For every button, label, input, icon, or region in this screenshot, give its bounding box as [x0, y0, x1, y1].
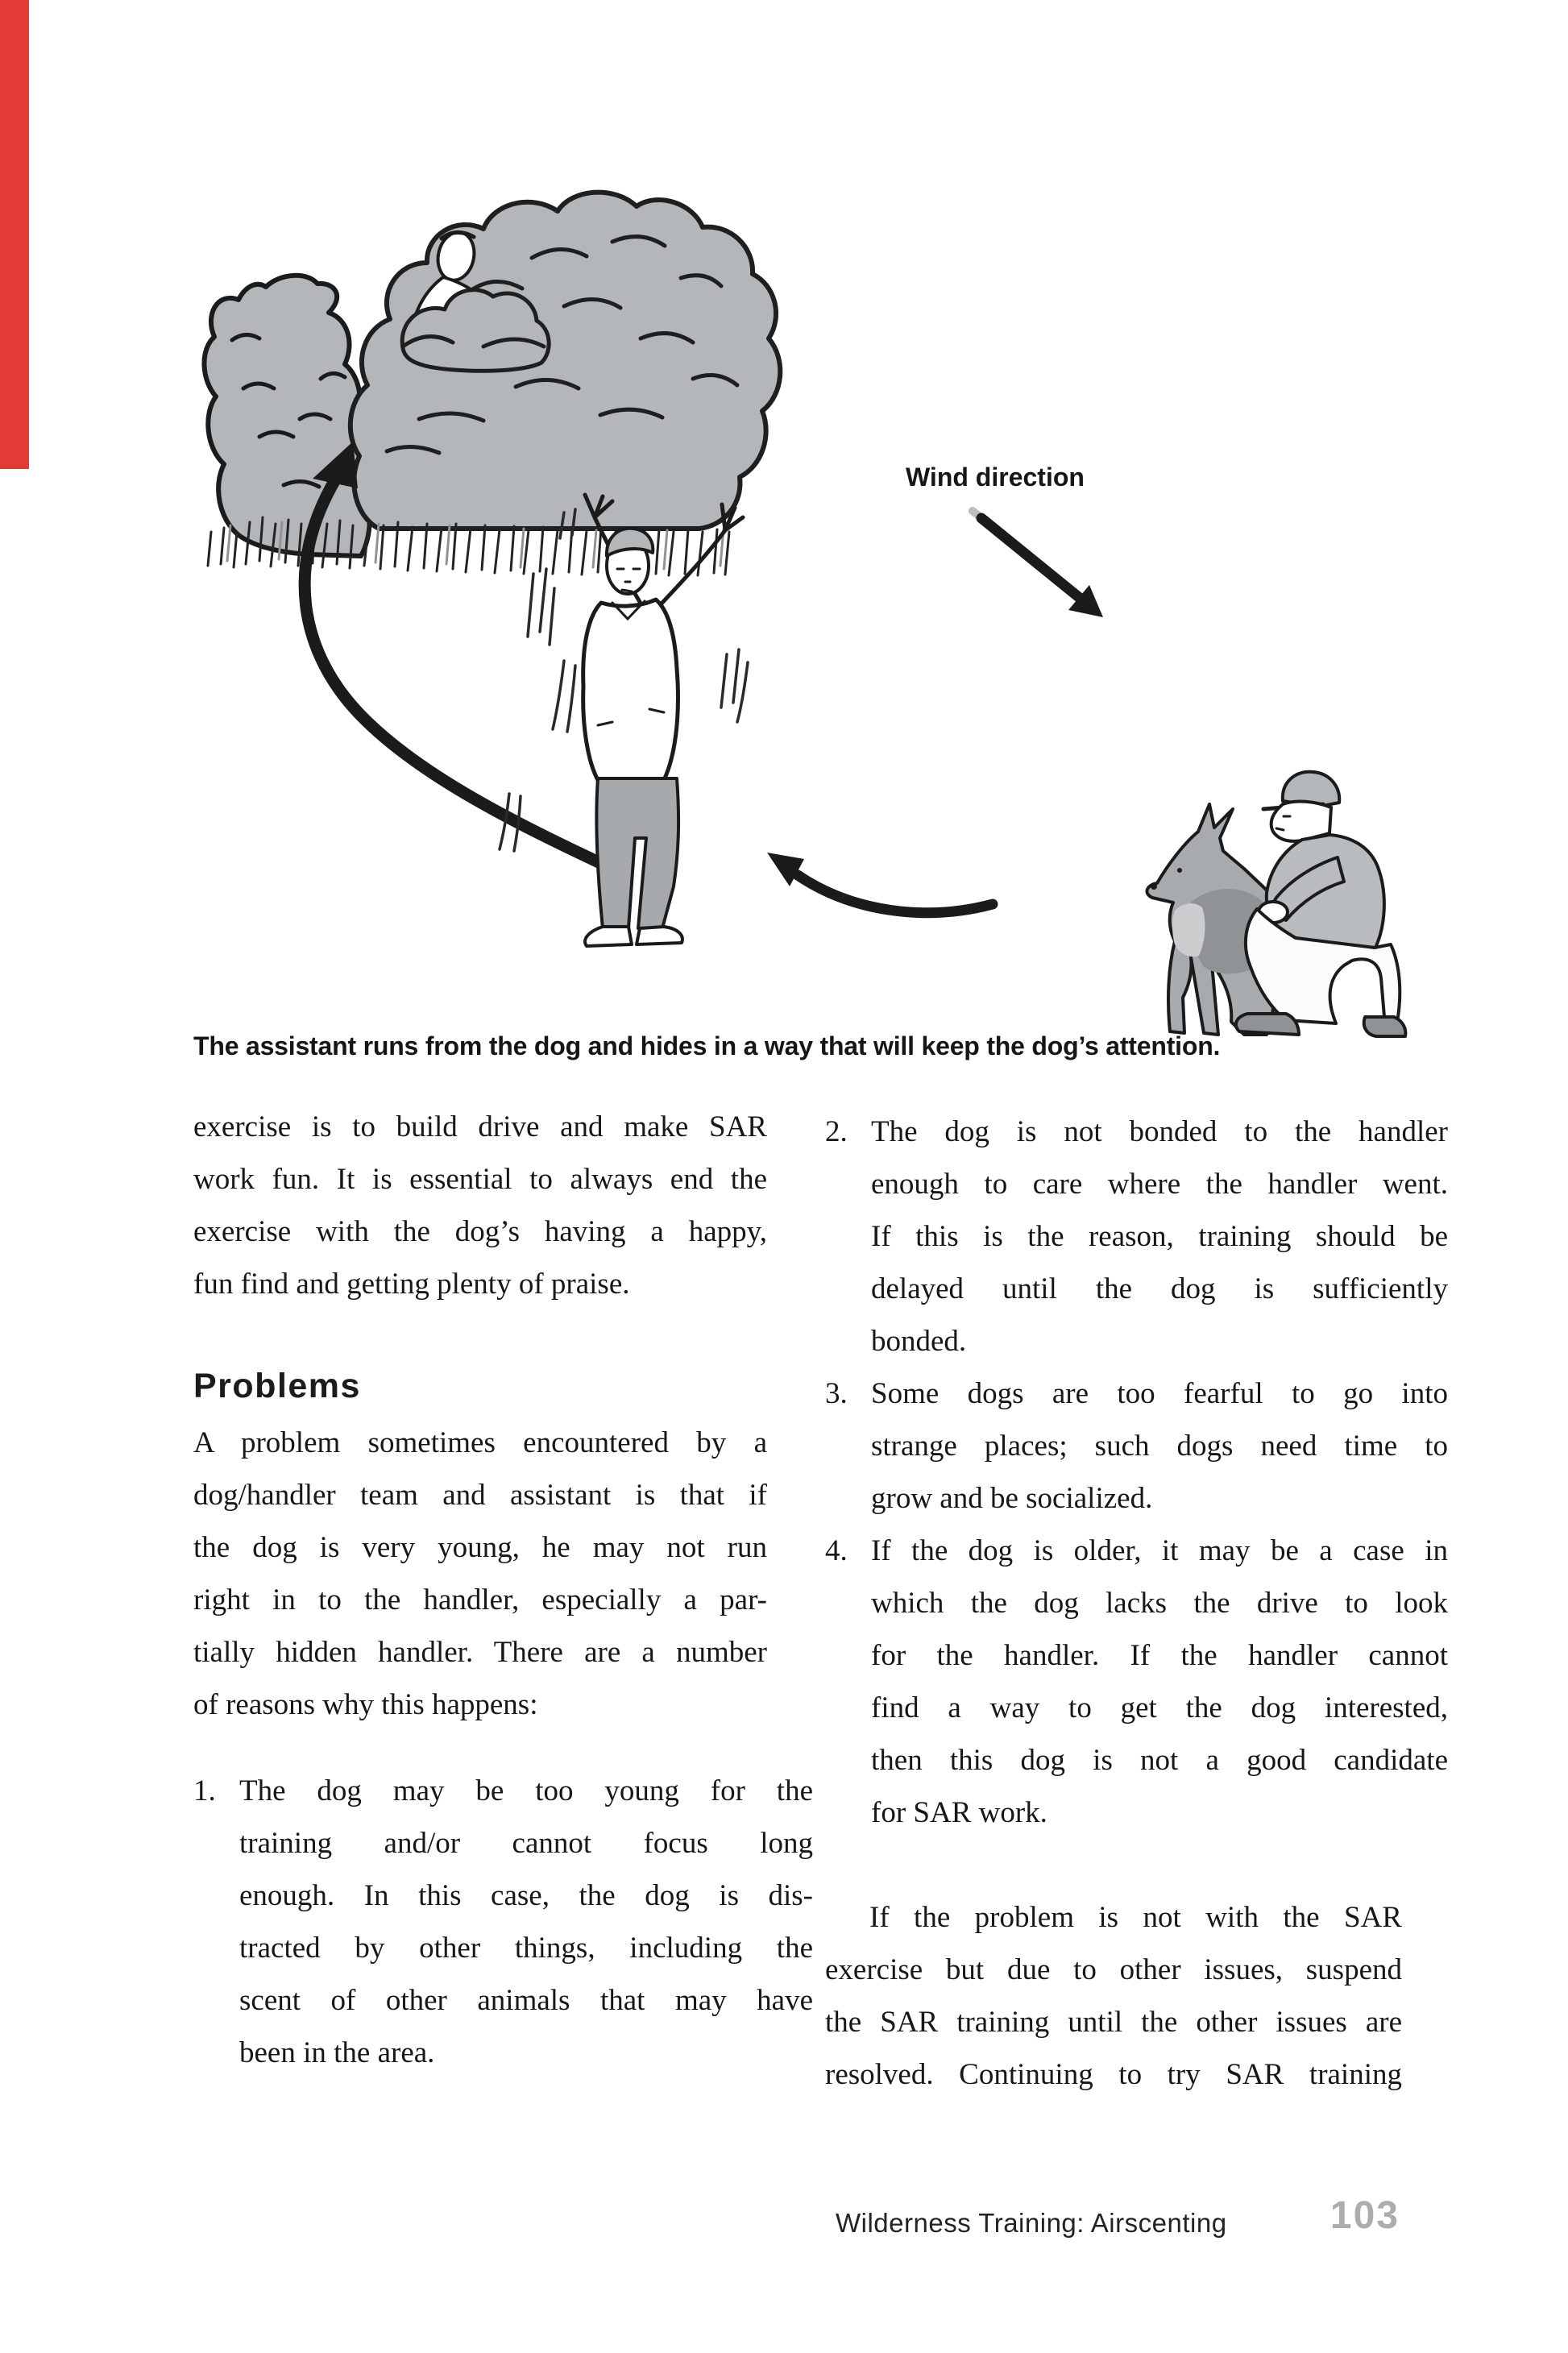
list-item-number: 4. [825, 1534, 848, 1567]
text-line: scent of other animals that may have [239, 1984, 813, 2017]
text-line: for SAR work. [871, 1796, 1047, 1829]
handler-and-dog-figure [1147, 772, 1405, 1036]
wind-direction-label: Wind direction [906, 463, 1085, 492]
text-line: dog/handler team and assistant is that if [193, 1479, 767, 1512]
text-line: exercise but due to other issues, suspend [825, 1953, 1402, 1986]
text-line: delayed until the dog is sufficiently [871, 1272, 1448, 1305]
text-line: the dog is very young, he may not run [193, 1531, 767, 1564]
text-line: exercise with the dog’s having a happy, [193, 1215, 767, 1248]
paragraph [193, 1417, 767, 1731]
text-line: Some dogs are too fearful to go into [871, 1377, 1448, 1410]
text-line: the SAR training until the other issues are [825, 2006, 1402, 2039]
text-line: tracted by other things, including the [239, 1932, 813, 1965]
paragraph [193, 1101, 767, 1310]
text-line: resolved. Continuing to try SAR training [825, 2058, 1402, 2091]
list-item-number: 2. [825, 1115, 848, 1148]
figure-caption: The assistant runs from the dog and hides in a way that will keep the dog’s attention. [193, 1031, 1221, 1060]
rocks-icon [204, 276, 369, 556]
paragraph [825, 1891, 1402, 2101]
text-line: If the problem is not with the SAR [869, 1901, 1402, 1934]
text-line: bonded. [871, 1325, 967, 1358]
list-item-number: 1. [193, 1774, 216, 1807]
section-heading-problems: Problems [193, 1367, 361, 1405]
text-line: right in to the handler, especially a par- [193, 1583, 767, 1616]
text-line: which the dog lacks the drive to look [871, 1587, 1448, 1620]
text-line: been in the area. [239, 2036, 435, 2069]
text-line: The dog may be too young for the [239, 1774, 813, 1807]
list-item-1 [193, 1765, 813, 2079]
text-line: training and/or cannot focus long [239, 1827, 813, 1860]
text-line: exercise is to build drive and make SAR [193, 1110, 767, 1143]
text-line: If the dog is older, it may be a case in [871, 1534, 1448, 1567]
list-item-3 [825, 1367, 1448, 1525]
text-line: for the handler. If the handler cannot [871, 1639, 1448, 1672]
text-line: find a way to get the dog interested, [871, 1691, 1448, 1724]
text-line: If this is the reason, training should be [871, 1220, 1448, 1253]
text-line: grow and be socialized. [871, 1482, 1153, 1515]
dog-path-arrow-icon [767, 853, 993, 913]
text-line: of reasons why this happens: [193, 1688, 538, 1721]
list-item-4 [825, 1525, 1448, 1839]
illustration [0, 0, 1568, 1072]
text-line: A problem sometimes encountered by a [193, 1426, 767, 1459]
list-item-number: 3. [825, 1377, 848, 1410]
text-line: work fun. It is essential to always end the [193, 1163, 767, 1196]
text-line: tially hidden handler. There are a number [193, 1636, 767, 1669]
text-line: The dog is not bonded to the handler [871, 1115, 1448, 1148]
list-item-2 [825, 1106, 1448, 1367]
text-line: then this dog is not a good candidate [871, 1744, 1448, 1777]
page-number: 103 [1329, 2194, 1400, 2237]
running-footer-title: Wilderness Training: Airscenting [836, 2208, 1227, 2238]
text-line: fun find and getting plenty of praise. [193, 1268, 630, 1301]
text-line: enough to care where the handler went. [871, 1168, 1448, 1201]
text-line: strange places; such dogs need time to [871, 1430, 1448, 1463]
text-line: enough. In this case, the dog is dis- [239, 1879, 813, 1912]
wind-direction-arrow-icon [973, 511, 1103, 617]
assistant-arms-raised-figure [583, 495, 743, 946]
